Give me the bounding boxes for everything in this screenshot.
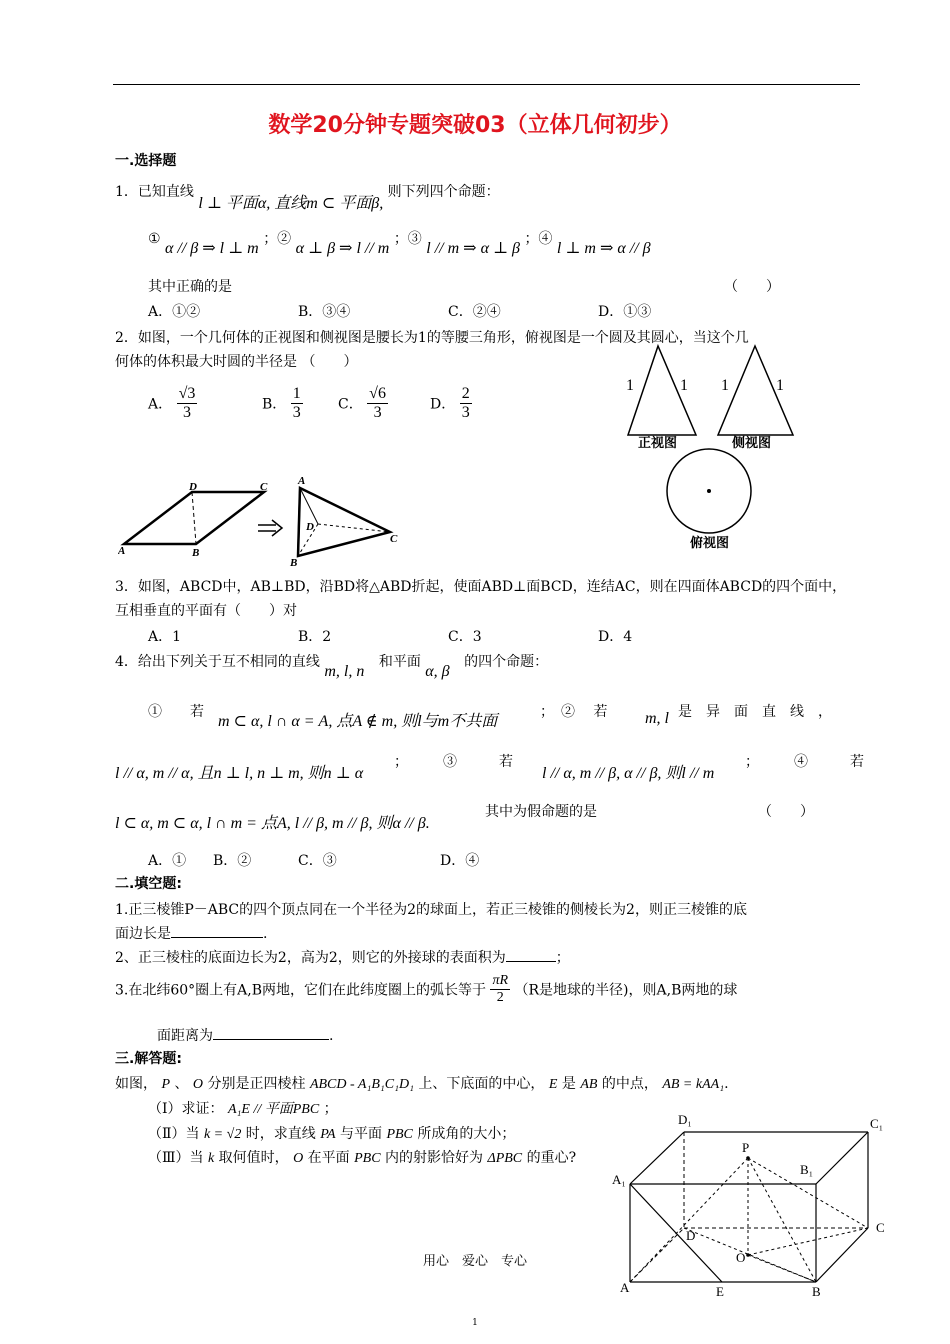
fill3-line2-text: 面距离为 (157, 1028, 213, 1044)
q4-option-b: B．② (213, 853, 252, 869)
solve-i2-d: 所成角的大小； (417, 1126, 516, 1142)
q2-option-b (262, 385, 303, 422)
fill1-answer-blank[interactable] (171, 937, 263, 938)
fill3-answer-blank[interactable] (213, 1039, 329, 1040)
solve-i2-c: 与平面 (340, 1126, 382, 1142)
fill3-line1 (115, 973, 737, 1006)
label-d1: D₁ (678, 1112, 692, 1127)
solve-i3-m4: ΔPBC (487, 1151, 523, 1166)
q2-opt-a-frac (177, 385, 198, 422)
label-d-folded: D (306, 521, 314, 533)
q2-opt-c-num: √6 (369, 385, 386, 402)
label-d: D (686, 1228, 696, 1243)
q4-option-d: D．④ (440, 853, 480, 869)
q4-stem-m1: m, l, n (324, 663, 365, 680)
q1-p3: l // m ⇒ α ⊥ β (426, 240, 520, 257)
label-d: D (189, 481, 197, 493)
q1-propositions (148, 228, 651, 257)
q3-line1: 3．如图，ABCD中，AB⊥BD，沿BD将△ABD折起，使面ABD⊥面BCD，连结AC，则在四面体ABCD的四个面中， (115, 579, 847, 595)
solve-intro-m2: O (192, 1077, 204, 1092)
q4-p4-mark: ； ④ 若 (745, 754, 864, 770)
q2-option-a (148, 385, 197, 422)
solve-intro-d: 上、下底面的中心， (418, 1076, 545, 1092)
label-c: C (876, 1220, 885, 1235)
q4-p2: m, l (645, 710, 669, 727)
solve-i3-m1: k (207, 1151, 215, 1166)
solve-i3-d: 内的射影恰好为 (385, 1150, 484, 1166)
q1-p1-mark: ① (148, 231, 161, 247)
q4-p3-mark: ； ③ 若 (394, 754, 513, 770)
solve-i2-a: （Ⅱ）当 (148, 1126, 200, 1142)
section-fill-heading: 二.填空题: (115, 876, 182, 892)
q4-stem-b: 和平面 (378, 654, 421, 670)
q1-stem (115, 178, 500, 212)
solve-item-1 (148, 1098, 338, 1118)
q2-opt-a-den: 3 (182, 404, 191, 421)
section-solve-heading: 三.解答题: (115, 1051, 182, 1067)
q2-option-c (338, 385, 388, 422)
solve-intro-b: 、 (174, 1076, 189, 1092)
solve-i3-b: 取何值时， (218, 1150, 289, 1166)
q1-p4-mark: ；④ (524, 231, 553, 247)
q3-option-c: C．3 (448, 629, 482, 645)
front-view-label: 正视图 (638, 436, 678, 451)
fill3-text-b: （R是地球的半径)，则A,B两地的球 (514, 982, 738, 999)
fill3-den: 2 (496, 990, 504, 1005)
side-view-left-edge: 1 (721, 377, 729, 394)
q4-stem-a: 4．给出下列关于互不相同的直线 (115, 654, 320, 670)
label-e: E (716, 1284, 724, 1299)
fill3-frac (490, 973, 510, 1006)
solve-intro-a: 如图， (115, 1076, 157, 1092)
q1-ask: 其中正确的是 (148, 279, 232, 295)
solve-i1-b: ； (323, 1101, 338, 1117)
q2-three-view-figure (610, 340, 810, 555)
q3-line2: 互相垂直的平面有（ ）对 (115, 603, 297, 619)
q1-stem-a: 1．已知直线 (115, 184, 194, 200)
solve-i3-m2: O (293, 1151, 304, 1166)
solve-intro-m3: ABCD - A₁B₁C₁D₁ (309, 1077, 414, 1092)
solve-i2-m1: k = √2 (203, 1127, 242, 1142)
fill1-line1: 1.正三棱锥P－ABC的四个顶点同在一个半径为2的球面上，若正三棱锥的侧棱长为2，则正三棱锥的底 (115, 902, 747, 918)
header-rule (113, 84, 860, 85)
q3-option-d: D．4 (598, 629, 633, 645)
q4-p1: m ⊂ α, l ∩ α = A, 点A ∉ m, 则l与m不共面 (218, 713, 498, 730)
q2-opt-b-label: B． (262, 396, 287, 413)
label-c: C (260, 481, 268, 493)
q4-answer-paren: （ ） (758, 804, 814, 820)
solve-i2-b: 时，求直线 (245, 1126, 316, 1142)
prism-figure (600, 1110, 900, 1310)
front-view-left-edge: 1 (626, 377, 634, 394)
q2-opt-c-frac (367, 385, 388, 422)
top-view-label: 俯视图 (690, 536, 730, 551)
solve-intro-m6: AB = kAA₁ (662, 1077, 725, 1092)
q2-opt-b-num: 1 (292, 385, 301, 402)
q2-opt-c-den: 3 (373, 404, 382, 421)
q4-stem (115, 651, 549, 680)
q1-answer-paren: （ ） (724, 279, 780, 295)
q1-p3-mark: ；③ (393, 231, 422, 247)
q4-option-a: A．① (148, 853, 187, 869)
q2-opt-d-frac (460, 385, 472, 422)
edge-ab (298, 488, 300, 556)
diagonal-bd (192, 492, 196, 544)
q2-opt-b-frac (291, 385, 303, 422)
solve-i3-e: 的重心? (526, 1150, 577, 1166)
q1-p2-mark: ；② (263, 231, 292, 247)
q2-line1: 2．如图，一个几何体的正视图和侧视图是腰长为1的等腰三角形，俯视图是一个圆及其圆心，当这个几 (115, 330, 749, 346)
point-p (746, 1156, 750, 1160)
q4-p1-mark: ① 若 (148, 704, 204, 720)
solve-intro-c: 分别是正四棱柱 (207, 1076, 306, 1092)
edge-d1-a1 (630, 1132, 684, 1184)
label-a1: A₁ (612, 1172, 626, 1187)
q2-option-d (430, 385, 472, 422)
solve-intro-m4: E (548, 1077, 558, 1092)
label-a: A (620, 1280, 630, 1295)
solve-i3-m3: PBC (354, 1151, 381, 1166)
label-b1: B₁ (800, 1162, 814, 1177)
side-view-right-edge: 1 (776, 377, 784, 394)
edge-c1-b1 (816, 1132, 868, 1184)
label-p: P (742, 1140, 750, 1155)
q2-opt-a-num: √3 (178, 385, 196, 402)
page-number: 1 (472, 1318, 478, 1328)
solve-intro-g: . (724, 1076, 729, 1092)
q3-option-a: A．1 (148, 629, 182, 645)
q4-ask: 其中为假命题的是 (485, 804, 597, 820)
solve-intro (115, 1073, 729, 1093)
label-o: O (736, 1250, 746, 1265)
q2-opt-d-num: 2 (461, 385, 470, 402)
fill1-line2 (115, 923, 267, 943)
q1-option-d: D．①③ (598, 304, 652, 320)
q3-folding-figure (118, 476, 408, 568)
q2-opt-b-den: 3 (292, 404, 301, 421)
page-footer: 用心 爱心 专心 (422, 1254, 527, 1269)
solve-intro-m1: P (161, 1077, 171, 1092)
arrow-head (272, 520, 282, 536)
q1-option-a: A．①② (148, 304, 201, 320)
q4-p4: l ⊂ α, m ⊂ α, l ∩ m = 点A, l // β, m // β, 则α // β. (115, 815, 430, 832)
solve-i3-c: 在平面 (307, 1150, 350, 1166)
q2-opt-d-den: 3 (461, 404, 470, 421)
label-a: A (118, 545, 126, 557)
q1-stem-math: l ⊥ 平面α, 直线m ⊂ 平面β, (198, 195, 384, 212)
fill3-line2 (157, 1025, 333, 1045)
q4-p2-cont: l // α, m // α, 且n ⊥ l, n ⊥ m, 则n ⊥ α (115, 765, 364, 782)
solve-item-2 (148, 1123, 515, 1143)
q2-opt-a-label: A． (148, 396, 173, 413)
q4-p2-tail: 是 异 面 直 线 ， (678, 704, 832, 720)
fill1-line2-text: 面边长是 (115, 926, 171, 942)
label-a-folded: A (298, 476, 306, 487)
solve-i3-a: （Ⅲ）当 (148, 1150, 204, 1166)
top-view-center-dot (707, 489, 711, 493)
q2-opt-d-label: D． (430, 396, 456, 413)
solve-i1-m: A₁E // 平面PBC (227, 1102, 320, 1117)
solve-i2-m3: PBC (386, 1127, 413, 1142)
fill2-answer-blank[interactable] (506, 961, 556, 962)
fill3-num: πR (492, 973, 509, 988)
q1-stem-b: 则下列四个命题： (387, 184, 500, 200)
solve-i1-a: （Ⅰ）求证： (148, 1101, 224, 1117)
fill2 (115, 947, 570, 967)
solve-i2-m2: PA (320, 1127, 336, 1142)
side-view-label: 侧视图 (732, 436, 772, 451)
label-b: B (812, 1284, 821, 1299)
page-title: 数学20分钟专题突破03（立体几何初步） (268, 113, 682, 138)
q4-option-c: C．③ (298, 853, 337, 869)
section-choice-heading: 一.选择题 (115, 153, 177, 169)
q3-option-b: B．2 (298, 629, 332, 645)
q4-p3: l // α, m // β, α // β, 则l // m (542, 765, 715, 782)
solve-intro-e: 是 (561, 1076, 576, 1092)
fill2-text: 2、正三棱柱的底面边长为2，高为2，则它的外接球的表面积为 (115, 950, 506, 966)
fill1-end: . (263, 926, 268, 942)
parallelogram-abcd (124, 492, 264, 544)
q1-p4: l ⊥ m ⇒ α // β (556, 240, 651, 257)
label-b: B (192, 547, 200, 559)
q4-p2-mark: ； ② 若 (540, 704, 608, 720)
solve-intro-m5: AB (580, 1077, 598, 1092)
q1-option-b: B．③④ (298, 304, 351, 320)
label-c1: C₁ (870, 1116, 884, 1131)
label-b-folded: B (290, 557, 298, 568)
fill3-text-a: 3.在北纬60°圈上有A,B两地，它们在此纬度圈上的弧长等于 (115, 982, 487, 999)
fill2-end: ； (555, 950, 570, 966)
label-c-folded: C (390, 533, 398, 545)
q2-line2: 何体的体积最大时圆的半径是 （ ） (115, 354, 358, 370)
q1-p2: α ⊥ β ⇒ l // m (295, 240, 390, 257)
q4-stem-m2: α, β (425, 663, 450, 680)
q1-p1: α // β ⇒ l ⊥ m (165, 240, 259, 257)
fill3-end: . (329, 1028, 334, 1044)
q2-opt-c-label: C． (338, 396, 363, 413)
solve-intro-f: 的中点， (601, 1076, 658, 1092)
q1-option-c: C．②④ (448, 304, 501, 320)
q4-stem-c: 的四个命题： (464, 654, 549, 670)
front-view-right-edge: 1 (680, 377, 688, 394)
solve-item-3 (148, 1147, 576, 1167)
